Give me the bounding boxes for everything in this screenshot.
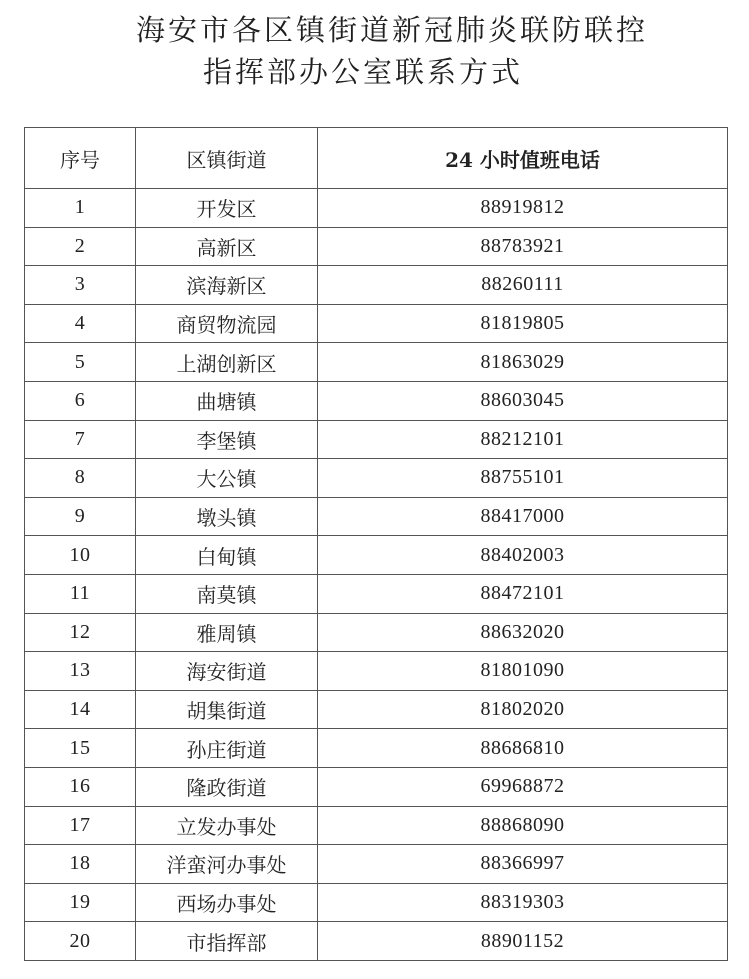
- row-phone: 81802020: [318, 690, 728, 729]
- row-district: 滨海新区: [136, 266, 318, 305]
- table-row: [25, 883, 728, 922]
- row-phone: 88603045: [318, 381, 728, 420]
- row-district: 胡集街道: [136, 690, 318, 729]
- row-district: 西场办事处: [136, 883, 318, 922]
- row-index: 4: [25, 304, 136, 343]
- row-index: 15: [25, 729, 136, 768]
- row-index: 11: [25, 574, 136, 613]
- row-phone: 88366997: [318, 845, 728, 884]
- row-district: 海安街道: [136, 652, 318, 691]
- row-index: 16: [25, 767, 136, 806]
- row-phone: 88901152: [318, 922, 728, 961]
- row-index: 9: [25, 497, 136, 536]
- row-phone: 88686810: [318, 729, 728, 768]
- row-phone: 81819805: [318, 304, 728, 343]
- table-row: [25, 845, 728, 884]
- row-district: 隆政街道: [136, 767, 318, 806]
- row-index: 8: [25, 459, 136, 498]
- table-row: [25, 381, 728, 420]
- row-index: 12: [25, 613, 136, 652]
- row-district: 上湖创新区: [136, 343, 318, 382]
- row-district: 高新区: [136, 227, 318, 266]
- row-phone: 88755101: [318, 459, 728, 498]
- table-row: [25, 922, 728, 961]
- table-row: [25, 652, 728, 691]
- row-district: 大公镇: [136, 459, 318, 498]
- table-row: [25, 690, 728, 729]
- row-index: 6: [25, 381, 136, 420]
- table-row: [25, 767, 728, 806]
- row-phone: 88402003: [318, 536, 728, 575]
- contact-table: [24, 127, 728, 961]
- row-district: 开发区: [136, 189, 318, 228]
- row-index: 5: [25, 343, 136, 382]
- row-phone: 81863029: [318, 343, 728, 382]
- row-phone: 88783921: [318, 227, 728, 266]
- row-index: 17: [25, 806, 136, 845]
- row-phone: 88212101: [318, 420, 728, 459]
- row-phone: 88472101: [318, 574, 728, 613]
- row-index: 18: [25, 845, 136, 884]
- row-index: 13: [25, 652, 136, 691]
- table-row: [25, 574, 728, 613]
- row-index: 2: [25, 227, 136, 266]
- title-line-2: 指挥部办公室联系方式: [203, 55, 524, 89]
- table-row: [25, 459, 728, 498]
- table-row: [25, 806, 728, 845]
- table-row: [25, 189, 728, 228]
- table-header: [25, 128, 728, 189]
- table-row: [25, 497, 728, 536]
- table-row: [25, 343, 728, 382]
- table-body: [25, 189, 728, 961]
- row-district: 孙庄街道: [136, 729, 318, 768]
- row-index: 3: [25, 266, 136, 305]
- row-index: 20: [25, 922, 136, 961]
- table-row: [25, 304, 728, 343]
- row-district: 李堡镇: [136, 420, 318, 459]
- header-index: 序号: [25, 128, 136, 189]
- row-phone: 88417000: [318, 497, 728, 536]
- row-district: 雅周镇: [136, 613, 318, 652]
- row-district: 墩头镇: [136, 497, 318, 536]
- row-phone: 88868090: [318, 806, 728, 845]
- document-title: [0, 0, 749, 125]
- row-phone: 88319303: [318, 883, 728, 922]
- table-row: [25, 729, 728, 768]
- row-index: 14: [25, 690, 136, 729]
- header-row: [25, 128, 728, 189]
- row-index: 1: [25, 189, 136, 228]
- row-phone: 81801090: [318, 652, 728, 691]
- row-district: 立发办事处: [136, 806, 318, 845]
- row-phone: 88260111: [318, 266, 728, 305]
- row-district: 市指挥部: [136, 922, 318, 961]
- row-district: 洋蛮河办事处: [136, 845, 318, 884]
- header-district: 区镇街道: [136, 128, 318, 189]
- table-row: [25, 227, 728, 266]
- row-phone: 69968872: [318, 767, 728, 806]
- table-row: [25, 613, 728, 652]
- table-row: [25, 420, 728, 459]
- row-district: 白甸镇: [136, 536, 318, 575]
- title-line-1: 海安市各区镇街道新冠肺炎联防联控: [136, 13, 649, 47]
- row-district: 南莫镇: [136, 574, 318, 613]
- row-index: 10: [25, 536, 136, 575]
- table-row: [25, 536, 728, 575]
- row-index: 19: [25, 883, 136, 922]
- table-row: [25, 266, 728, 305]
- header-phone: 24 小时值班电话: [318, 128, 728, 189]
- row-phone: 88632020: [318, 613, 728, 652]
- row-phone: 88919812: [318, 189, 728, 228]
- row-district: 曲塘镇: [136, 381, 318, 420]
- row-district: 商贸物流园: [136, 304, 318, 343]
- row-index: 7: [25, 420, 136, 459]
